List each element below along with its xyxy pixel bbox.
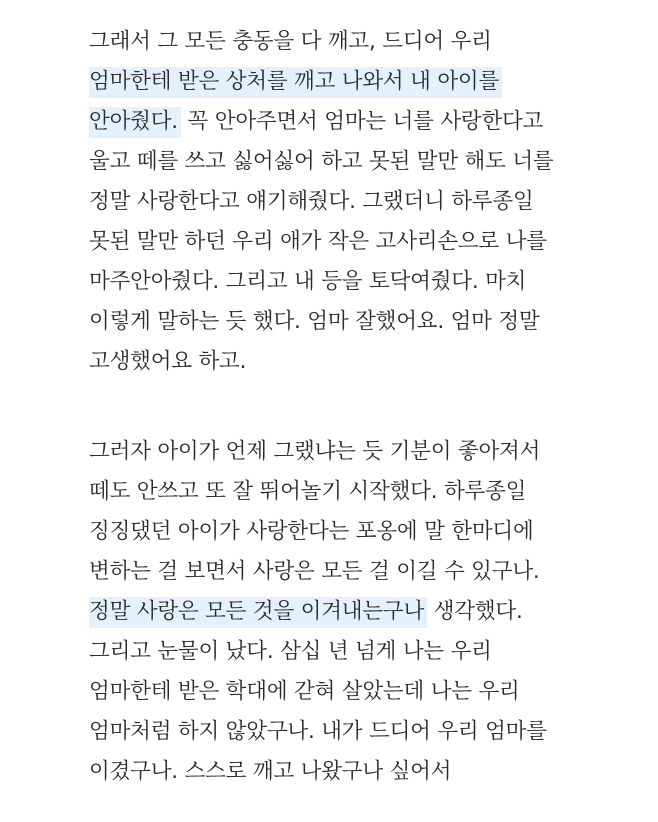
line-text: 울고 떼를 쓰고 싫어싫어 하고 못된 말만 해도 너를	[89, 149, 554, 174]
line-text: 못된 말만 하던 우리 애가 작은 고사리손으로 나를	[89, 229, 547, 254]
text-line	[89, 262, 526, 302]
line-text: 그러자 아이가 언제 그랬냐는 듯 기분이 좋아져서	[89, 439, 541, 464]
text-line	[89, 432, 540, 472]
text-line	[89, 752, 451, 792]
text-line	[89, 222, 547, 262]
highlighted-text: 정말 사랑은 모든 것을 이겨내는구나	[89, 597, 427, 628]
text-line	[89, 592, 523, 632]
line-text: 징징댔던 아이가 사랑한다는 포옹에 말 한마디에	[89, 519, 534, 544]
text-line	[89, 62, 502, 102]
line-text: 변하는 걸 보면서 사랑은 모든 걸 이길 수 있구나.	[89, 559, 540, 584]
text-line	[89, 22, 492, 62]
text-line	[89, 182, 534, 222]
text-line	[89, 712, 547, 752]
text-line	[89, 512, 534, 552]
text-line	[89, 552, 540, 592]
line-text: 엄마처럼 하지 않았구나. 내가 드디어 우리 엄마를	[89, 719, 547, 744]
text-line	[89, 102, 543, 142]
text-line	[89, 342, 246, 382]
line-text: 그래서 그 모든 충동을 다 깨고, 드디어 우리	[89, 29, 492, 54]
line-text: 그리고 눈물이 났다. 삼십 년 넘게 나는 우리	[89, 639, 492, 664]
line-text: 꼭 안아주면서 엄마는 너를 사랑한다고	[180, 109, 544, 134]
text-line	[89, 632, 492, 672]
highlighted-text: 안아줬다.	[89, 107, 181, 138]
line-text: 엄마한테 받은 학대에 갇혀 살았는데 나는 우리	[89, 679, 520, 704]
highlighted-text: 엄마한테 받은 상처를 깨고 나와서 내 아이를	[89, 67, 502, 98]
text-line	[89, 302, 540, 342]
text-line	[89, 672, 520, 712]
line-text: 생각했다.	[427, 599, 523, 624]
line-text: 고생했어요 하고.	[89, 349, 247, 374]
line-text: 떼도 안쓰고 또 잘 뛰어놀기 시작했다. 하루종일	[89, 479, 527, 504]
line-text: 이렇게 말하는 듯 했다. 엄마 잘했어요. 엄마 정말	[89, 309, 540, 334]
line-text: 정말 사랑한다고 얘기해줬다. 그랬더니 하루종일	[89, 189, 534, 214]
text-line	[89, 142, 553, 182]
line-text: 이겼구나. 스스로 깨고 나왔구나 싶어서	[89, 759, 452, 784]
text-line	[89, 472, 526, 512]
line-text: 마주안아줬다. 그리고 내 등을 토닥여줬다. 마치	[89, 269, 527, 294]
